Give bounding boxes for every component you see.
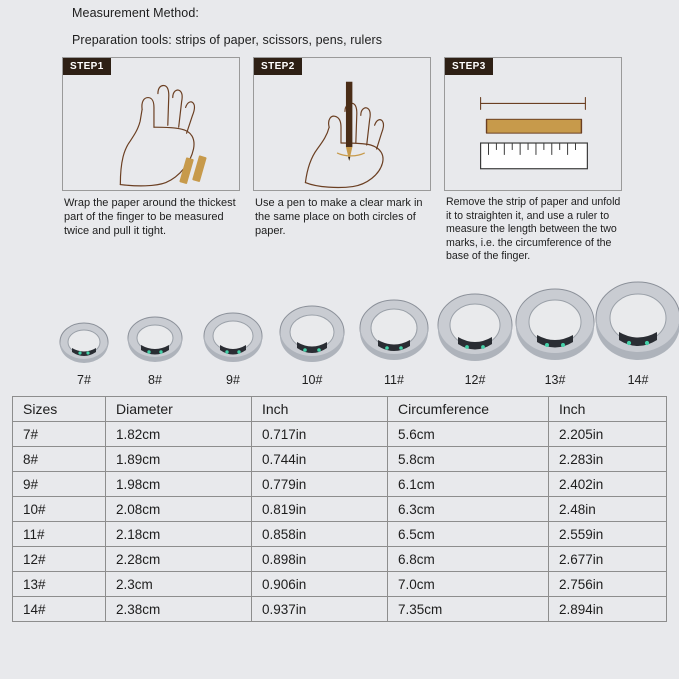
table-row xyxy=(13,597,667,622)
cell-circumference: 5.8cm xyxy=(388,447,549,472)
cell-size: 9# xyxy=(13,472,106,497)
hand-with-paper-strip-icon xyxy=(63,58,239,190)
cell-inch-2: 2.402in xyxy=(549,472,667,497)
cell-diameter: 2.3cm xyxy=(106,572,252,597)
table-row xyxy=(13,572,667,597)
step-1-tag: STEP1 xyxy=(63,58,111,75)
step-2-tag: STEP2 xyxy=(254,58,302,75)
cell-inch-1: 0.779in xyxy=(252,472,388,497)
ring-item-9 xyxy=(194,300,272,387)
ring-label-14: 14# xyxy=(627,373,649,387)
smart-ring-icon xyxy=(194,300,272,366)
table-row xyxy=(13,522,667,547)
page-title: Measurement Method: xyxy=(72,6,199,20)
step-3-box xyxy=(444,57,622,191)
cell-inch-2: 2.559in xyxy=(549,522,667,547)
cell-inch-1: 0.937in xyxy=(252,597,388,622)
cell-inch-1: 0.858in xyxy=(252,522,388,547)
ring-item-14 xyxy=(586,268,679,387)
step-2-box xyxy=(253,57,431,191)
cell-diameter: 1.89cm xyxy=(106,447,252,472)
cell-diameter: 2.08cm xyxy=(106,497,252,522)
ring-label-9: 9# xyxy=(226,373,240,387)
ring-item-7 xyxy=(50,308,118,387)
ring-label-7: 7# xyxy=(77,373,91,387)
table-header-sizes: Sizes xyxy=(13,397,106,422)
ring-label-8: 8# xyxy=(148,373,162,387)
smart-ring-icon xyxy=(118,304,192,366)
ring-item-10 xyxy=(270,292,354,387)
cell-diameter: 2.28cm xyxy=(106,547,252,572)
ring-label-10: 10# xyxy=(301,373,323,387)
cell-diameter: 1.82cm xyxy=(106,422,252,447)
cell-diameter: 1.98cm xyxy=(106,472,252,497)
cell-circumference: 6.5cm xyxy=(388,522,549,547)
step-1-box xyxy=(62,57,240,191)
table-header-diameter: Diameter xyxy=(106,397,252,422)
table-header-inch-1: Inch xyxy=(252,397,388,422)
table-header-circumference: Circumference xyxy=(388,397,549,422)
step-3-tag: STEP3 xyxy=(445,58,493,75)
cell-circumference: 7.35cm xyxy=(388,597,549,622)
step-3 xyxy=(444,57,622,264)
cell-circumference: 6.3cm xyxy=(388,497,549,522)
cell-inch-1: 0.717in xyxy=(252,422,388,447)
ring-label-11: 11# xyxy=(384,373,404,387)
hand-with-pen-icon xyxy=(254,58,430,190)
smart-ring-icon xyxy=(350,286,438,366)
steps-row xyxy=(62,57,622,264)
cell-diameter: 2.18cm xyxy=(106,522,252,547)
size-table-wrapper xyxy=(12,396,667,622)
cell-diameter: 2.38cm xyxy=(106,597,252,622)
ring-label-12: 12# xyxy=(464,373,486,387)
cell-size: 10# xyxy=(13,497,106,522)
cell-size: 11# xyxy=(13,522,106,547)
cell-inch-1: 0.898in xyxy=(252,547,388,572)
smart-ring-icon xyxy=(270,292,354,366)
cell-circumference: 6.8cm xyxy=(388,547,549,572)
ring-item-11 xyxy=(350,286,438,387)
ring-label-13: 13# xyxy=(544,373,566,387)
cell-inch-2: 2.677in xyxy=(549,547,667,572)
step-2-caption: Use a pen to make a clear mark in the same place on both circles of paper. xyxy=(255,197,423,237)
cell-size: 14# xyxy=(13,597,106,622)
cell-inch-2: 2.283in xyxy=(549,447,667,472)
cell-inch-2: 2.205in xyxy=(549,422,667,447)
cell-size: 12# xyxy=(13,547,106,572)
cell-inch-2: 2.48in xyxy=(549,497,667,522)
table-row xyxy=(13,422,667,447)
size-table xyxy=(12,396,667,622)
smart-ring-icon xyxy=(586,268,679,366)
cell-inch-2: 2.894in xyxy=(549,597,667,622)
cell-size: 8# xyxy=(13,447,106,472)
step-2 xyxy=(253,57,431,264)
ruler-with-paper-strip-icon xyxy=(445,58,621,190)
table-row xyxy=(13,447,667,472)
table-header-inch-2: Inch xyxy=(549,397,667,422)
cell-inch-1: 0.906in xyxy=(252,572,388,597)
ring-item-8 xyxy=(118,304,192,387)
cell-size: 13# xyxy=(13,572,106,597)
table-row xyxy=(13,547,667,572)
cell-inch-1: 0.744in xyxy=(252,447,388,472)
step-1 xyxy=(62,57,240,264)
cell-inch-1: 0.819in xyxy=(252,497,388,522)
preparation-tools-text: Preparation tools: strips of paper, scissors, pens, rulers xyxy=(72,33,383,47)
cell-inch-2: 2.756in xyxy=(549,572,667,597)
cell-circumference: 5.6cm xyxy=(388,422,549,447)
smart-ring-icon xyxy=(50,308,118,366)
ring-size-illustrations xyxy=(14,275,664,387)
step-1-caption: Wrap the paper around the thickest part of the finger to be measured twice and pull it tight. xyxy=(64,197,236,237)
table-row xyxy=(13,497,667,522)
cell-circumference: 7.0cm xyxy=(388,572,549,597)
cell-size: 7# xyxy=(13,422,106,447)
table-header-row xyxy=(13,397,667,422)
table-row xyxy=(13,472,667,497)
step-3-caption: Remove the strip of paper and unfold it to straighten it, and use a ruler to measure the length between the two marks, i.e. the circumference of the base of the finger. xyxy=(446,196,621,262)
cell-circumference: 6.1cm xyxy=(388,472,549,497)
